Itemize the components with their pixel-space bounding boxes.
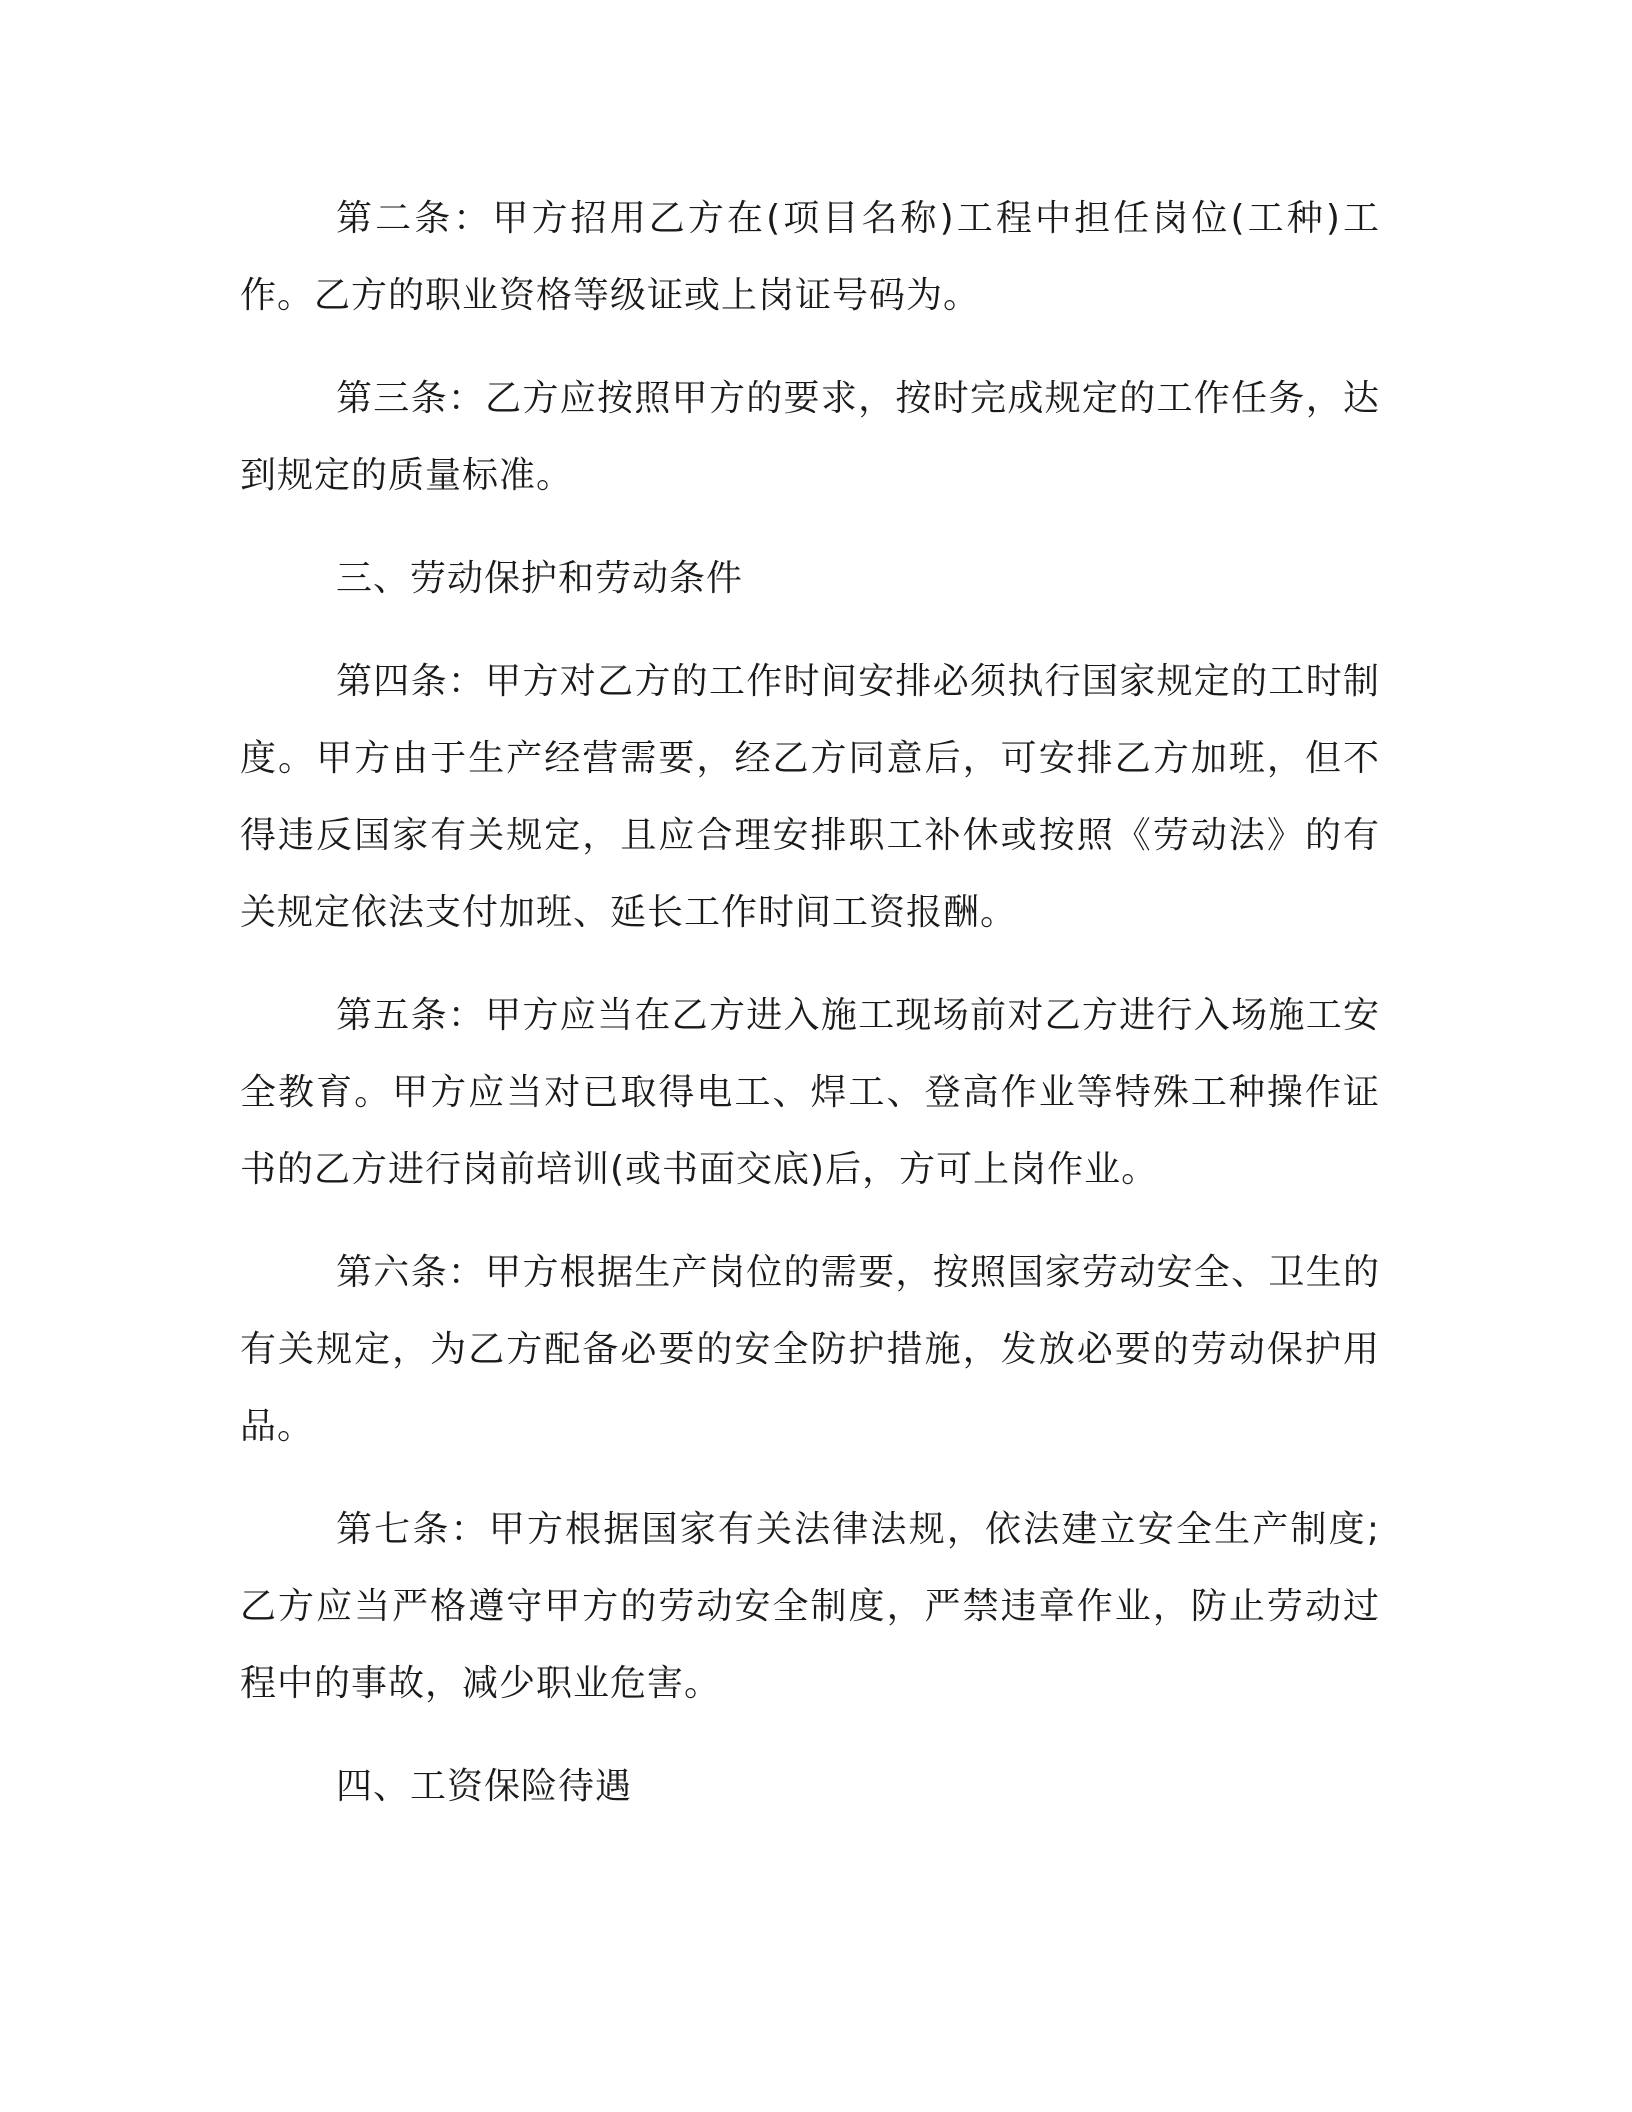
article-4-paragraph: 第四条：甲方对乙方的工作时间安排必须执行国家规定的工时制度。甲方由于生产经营需要，经乙方同意后，可安排乙方加班，但不得违反国家有关规定，且应合理安排职工补休或按照《劳动法》的有关规定依法支付加班、延长工作时间工资报酬。	[240, 661, 1380, 933]
article-6-paragraph: 第六条：甲方根据生产岗位的需要，按照国家劳动安全、卫生的有关规定，为乙方配备必要的安全防护措施，发放必要的劳动保护用品。	[240, 1252, 1380, 1447]
article-7-paragraph: 第七条：甲方根据国家有关法律法规，依法建立安全生产制度;乙方应当严格遵守甲方的劳动安全制度，严禁违章作业，防止劳动过程中的事故，减少职业危害。	[240, 1509, 1380, 1704]
article-2-paragraph: 第二条：甲方招用乙方在(项目名称)工程中担任岗位(工种)工作。乙方的职业资格等级证或上岗证号码为。	[240, 198, 1380, 316]
article-5-paragraph: 第五条：甲方应当在乙方进入施工现场前对乙方进行入场施工安全教育。甲方应当对已取得电工、焊工、登高作业等特殊工种操作证书的乙方进行岗前培训(或书面交底)后，方可上岗作业。	[240, 995, 1380, 1190]
document-body	[240, 180, 1380, 1851]
section-4-heading: 四、工资保险待遇	[336, 1766, 633, 1807]
article-3-paragraph: 第三条：乙方应按照甲方的要求，按时完成规定的工作任务，达到规定的质量标准。	[240, 378, 1380, 496]
section-3-heading: 三、劳动保护和劳动条件	[336, 558, 744, 599]
